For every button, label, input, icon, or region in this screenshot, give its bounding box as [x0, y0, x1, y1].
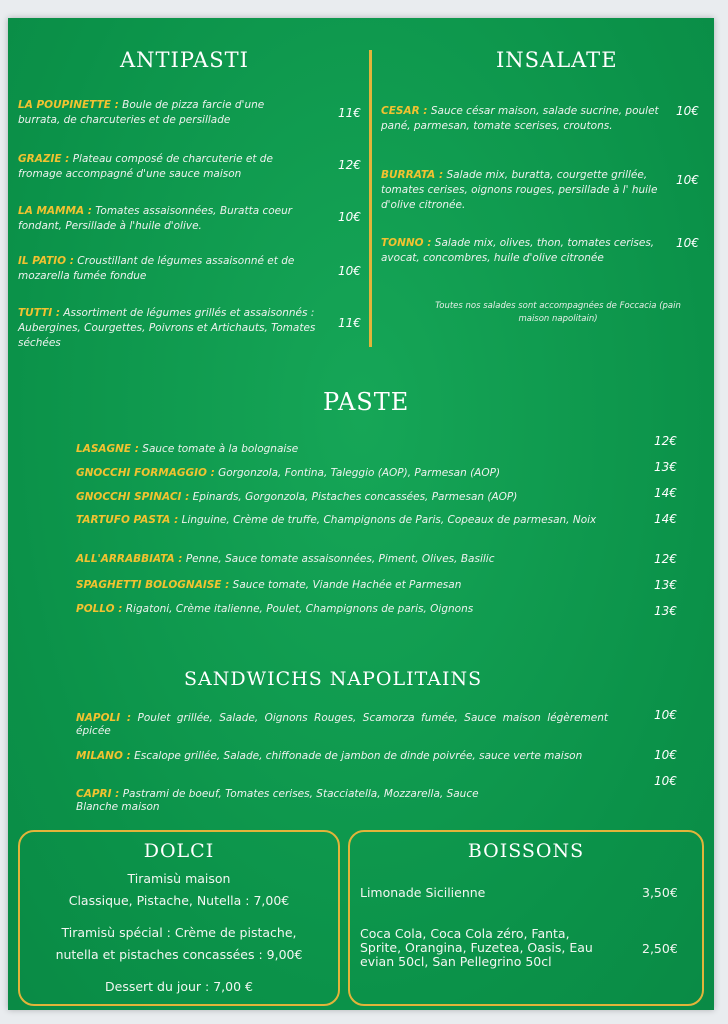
insalate-item	[381, 236, 673, 266]
dish-desc: Assortiment de légumes grillés et assaisonnés : Aubergines, Courgettes, Poivrons et Artichauts, Tomates séchées	[18, 307, 316, 349]
dish-desc: Rigatoni, Crème italienne, Poulet, Champignons de paris, Oignons	[122, 603, 474, 615]
dish-name: LASAGNE :	[76, 443, 139, 455]
paste-item	[76, 578, 636, 593]
dish-name: NAPOLI :	[76, 712, 132, 724]
dish-desc: Gorgonzola, Fontina, Taleggio (AOP), Parmesan (AOP)	[214, 467, 501, 479]
column-divider	[369, 50, 372, 347]
dish-price: 12€	[654, 434, 677, 448]
dish-price: 10€	[654, 774, 677, 788]
dish-desc: Linguine, Crème de truffe, Champignons de Paris, Copeaux de parmesan, Noix	[178, 514, 597, 526]
dish-desc: Pastrami de boeuf, Tomates cerises, Stacciatella, Mozzarella, Sauce Blanche maison	[76, 788, 479, 813]
paste-item	[76, 442, 636, 457]
paste-title: PASTE	[323, 388, 410, 416]
dish-name: ALL'ARRABBIATA :	[76, 553, 183, 565]
dish-desc: Salade mix, olives, thon, tomates cerises, avocat, concombres, huile d'olive citronée	[381, 237, 655, 264]
dish-price: 14€	[654, 486, 677, 500]
dish-desc: Sauce tomate, Viande Hachée et Parmesan	[229, 579, 462, 591]
dish-price: 12€	[338, 158, 361, 172]
dish-price: 10€	[676, 236, 699, 250]
dolci-line: Tiramisù maison	[127, 871, 231, 886]
dish-name: CESAR :	[381, 105, 428, 117]
dish-name: LA MAMMA :	[18, 205, 92, 217]
dolci-box	[18, 830, 340, 1006]
salad-note: Toutes nos salades sont accompagnées de Foccacia (pain maison napolitain)	[435, 301, 681, 324]
dish-price: 10€	[676, 104, 699, 118]
drink-price: 2,50€	[642, 941, 678, 956]
dish-name: GNOCCHI SPINACI :	[76, 491, 190, 503]
paste-item	[76, 514, 636, 526]
dish-name: IL PATIO :	[18, 255, 74, 267]
dish-desc: Salade mix, buratta, courgette grillée, tomates cerises, oignons rouges, persillade à l' huile d'olive citronée.	[381, 169, 658, 211]
antipasti-item	[18, 306, 318, 351]
boissons-box	[348, 830, 704, 1006]
dish-price: 13€	[654, 460, 677, 474]
antipasti-title: ANTIPASTI	[120, 48, 249, 72]
dolci-line: Dessert du jour : 7,00 €	[105, 979, 253, 994]
dolci-title: DOLCI	[143, 840, 215, 862]
dish-desc: Boule de pizza farcie d'une burrata, de charcuteries et de persillade	[18, 99, 265, 126]
dish-price: 13€	[654, 604, 677, 618]
dish-name: CAPRI :	[76, 788, 120, 800]
insalate-item	[381, 168, 673, 213]
dish-price: 10€	[654, 748, 677, 762]
antipasti-item	[18, 254, 318, 284]
menu-sheet	[8, 18, 714, 1010]
sandwich-item	[76, 712, 608, 738]
dish-desc: Croustillant de légumes assaisonné et de mozarella fumée fondue	[18, 255, 295, 282]
antipasti-item	[18, 152, 298, 182]
dish-price: 10€	[338, 210, 361, 224]
dish-desc: Plateau composé de charcuterie et de fromage accompagné d'une sauce maison	[18, 153, 273, 180]
antipasti-item	[18, 98, 278, 128]
dish-name: SPAGHETTI BOLOGNAISE :	[76, 579, 230, 591]
paste-item	[76, 466, 636, 481]
drink-price: 3,50€	[642, 885, 678, 900]
dish-price: 10€	[676, 173, 699, 187]
dish-desc: Tomates assaisonnées, Buratta coeur fondant, Persillade à l'huile d'olive.	[18, 205, 293, 232]
drink-name: Coca Cola, Coca Cola zéro, Fanta, Sprite, Orangina, Fuzetea, Oasis, Eau evian 50cl, San Pellegrino 50cl	[360, 926, 593, 969]
dish-name: TARTUFO PASTA :	[76, 514, 179, 526]
dish-name: GNOCCHI FORMAGGIO :	[76, 467, 215, 479]
dish-name: LA POUPINETTE :	[18, 99, 119, 111]
dish-desc: Escalope grillée, Salade, chiffonade de jambon de dinde poivrée, sauce verte maison	[130, 750, 583, 762]
sandwich-item	[76, 750, 608, 763]
dish-price: 10€	[338, 264, 361, 278]
dolci-line: Classique, Pistache, Nutella : 7,00€	[68, 893, 290, 908]
dish-desc: Epinards, Gorgonzola, Pistaches concassées, Parmesan (AOP)	[189, 491, 518, 503]
dish-price: 12€	[654, 552, 677, 566]
dish-price: 10€	[654, 708, 677, 722]
dish-name: TONNO :	[381, 237, 432, 249]
dish-desc: Sauce césar maison, salade sucrine, poulet pané, parmesan, tomate scerises, croutons.	[381, 105, 659, 132]
insalate-title: INSALATE	[496, 48, 618, 72]
dolci-line: Tiramisù spécial : Crème de pistache,	[61, 925, 297, 940]
sandwichs-title: SANDWICHS NAPOLITAINS	[184, 668, 483, 690]
dish-desc: Sauce tomate à la bolognaise	[138, 443, 299, 455]
insalate-item	[381, 104, 671, 134]
sandwich-item	[76, 788, 486, 814]
drink-name: Limonade Sicilienne	[360, 885, 486, 900]
dolci-line: nutella et pistaches concassées : 9,00€	[55, 947, 303, 962]
dish-name: GRAZIE :	[18, 153, 70, 165]
antipasti-item	[18, 204, 328, 234]
paste-item	[76, 490, 636, 505]
dish-name: BURRATA :	[381, 169, 444, 181]
dish-price: 13€	[654, 578, 677, 592]
dish-price: 11€	[338, 316, 361, 330]
dish-name: POLLO :	[76, 603, 123, 615]
boissons-title: BOISSONS	[467, 840, 585, 862]
paste-item	[76, 602, 636, 617]
dish-desc: Penne, Sauce tomate assaisonnées, Piment, Olives, Basilic	[182, 553, 495, 565]
dish-price: 11€	[338, 106, 361, 120]
dish-price: 14€	[654, 512, 677, 526]
paste-item	[76, 552, 636, 567]
dish-desc: Poulet grillée, Salade, Oignons Rouges, Scamorza fumée, Sauce maison légèrement épicée	[76, 712, 608, 737]
dish-name: MILANO :	[76, 750, 131, 762]
dish-name: TUTTI :	[18, 307, 61, 319]
